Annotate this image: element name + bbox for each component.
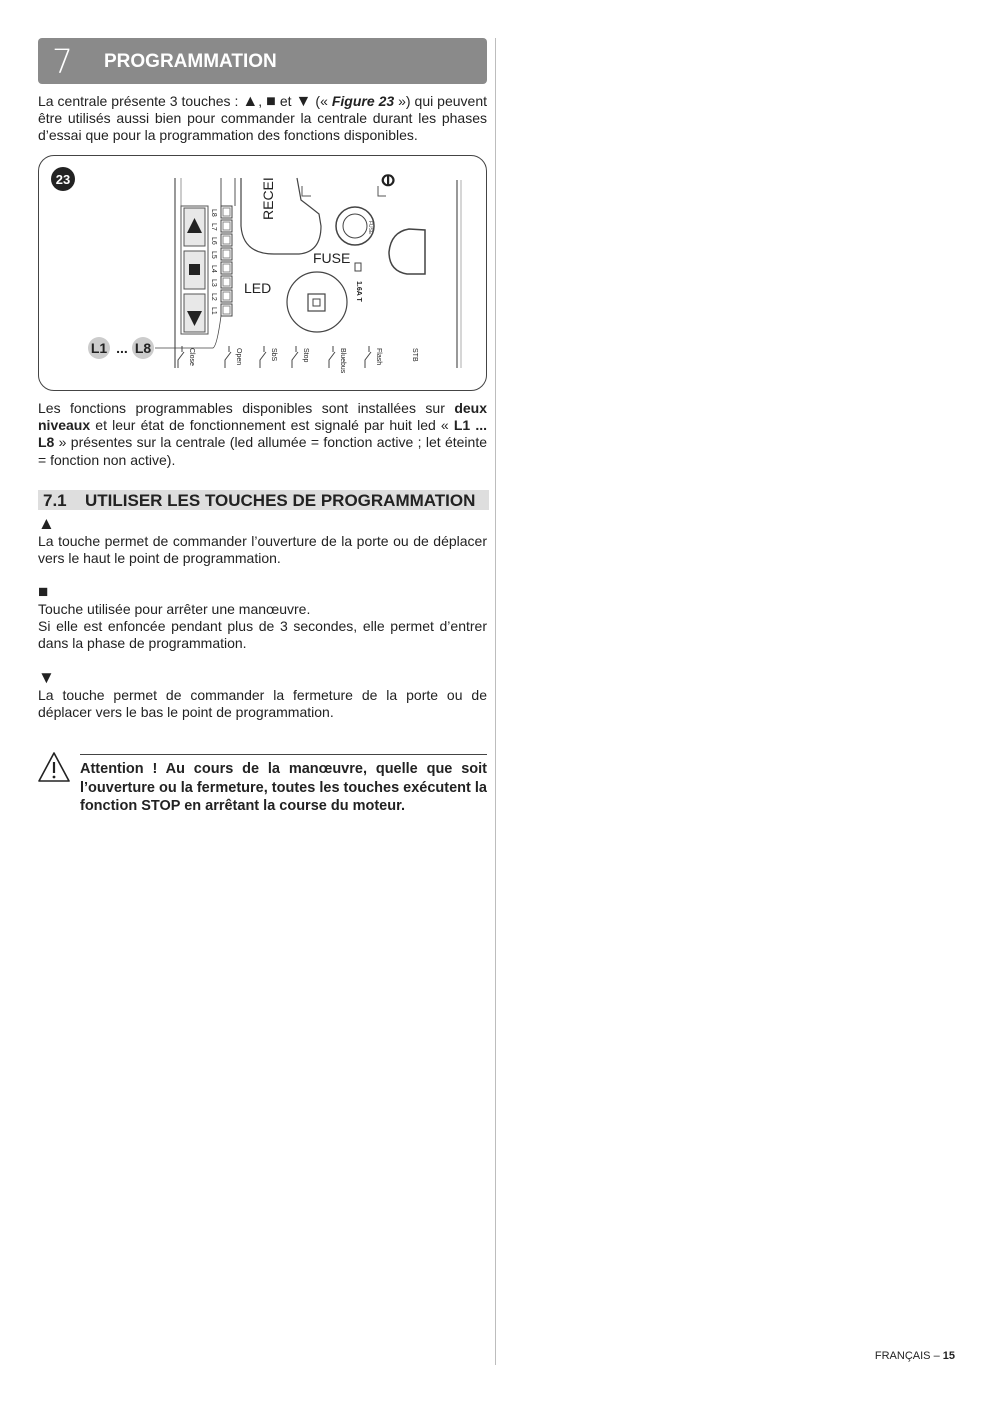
- key-stop-text-1: Touche utilisée pour arrêter une manœuvre.: [38, 601, 311, 617]
- intro-paragraph: [38, 93, 487, 145]
- callout-dots: ...: [116, 340, 128, 356]
- receiver-slot: [241, 178, 321, 254]
- callout-l8: L8: [134, 340, 152, 356]
- levels-text-1: Les fonctions programmables disponibles sont installées sur: [38, 400, 455, 416]
- levels-bold-2: L1 ... L8: [38, 417, 487, 451]
- section-title: PROGRAMMATION: [104, 51, 277, 72]
- terminal-contact-icon: [225, 346, 231, 368]
- terminal-contact-icon: [365, 346, 371, 368]
- led-label-l5: L5: [210, 251, 217, 259]
- subsection-title: UTILISER LES TOUCHES DE PROGRAMMATION: [85, 491, 476, 510]
- up-arrow-icon: ▲: [242, 93, 259, 110]
- led-label-l6: L6: [210, 237, 217, 245]
- led-label-l7: L7: [210, 223, 217, 231]
- key-down-block: [38, 669, 487, 721]
- bluebus-connector: [389, 229, 425, 274]
- led-lens: [223, 306, 230, 314]
- section-number: 7: [52, 42, 73, 81]
- up-arrow-icon: ▲: [38, 514, 55, 533]
- brand-mark-icon: ⵀ: [381, 173, 396, 190]
- subsection-number: 7.1: [43, 491, 67, 510]
- footer-language: FRANÇAIS –: [874, 1350, 943, 1362]
- terminal-label-sbs: SbS: [270, 348, 277, 362]
- control-board-diagram: [39, 156, 486, 390]
- fuse-label: FUSE: [313, 250, 351, 266]
- terminal-contact-icon: [329, 346, 335, 368]
- levels-bold-1: deux niveaux: [38, 400, 487, 434]
- terminal-label-bluebus: Bluebus: [339, 348, 346, 374]
- led-lens: [223, 292, 230, 300]
- led-label: LED: [244, 280, 272, 296]
- led-lens: [223, 236, 230, 244]
- intro-sep-1: ,: [258, 93, 267, 109]
- key-down-text: La touche permet de commander la fermeture de la porte ou de déplacer vers le bas le point de programmation.: [38, 687, 487, 721]
- figure-23: [38, 155, 487, 391]
- terminal-contact-icon: [292, 346, 298, 368]
- subsection-header: [38, 490, 489, 510]
- key-up-block: [38, 515, 487, 567]
- terminal-contact-icon: [178, 346, 184, 368]
- terminal-label-open: Open: [235, 348, 242, 366]
- stop-square-icon: ■: [38, 582, 49, 601]
- receiver-label: RECEI: [260, 177, 276, 220]
- levels-text-3: » présentes sur la centrale (led allumée = fonction active ; let éteinte = fonction non active).: [38, 434, 487, 468]
- levels-paragraph: [38, 400, 487, 469]
- led-label-l1: L1: [210, 307, 217, 315]
- intro-text-3: ») qui peuvent être utilisés aussi bien pour commander la centrale durant les phases d’essai que pour la programmation des fonctions disponibles.: [38, 93, 488, 144]
- key-stop-block: [38, 583, 487, 653]
- terminal-label-flash: Flash: [375, 348, 382, 366]
- warning-block: [80, 760, 487, 816]
- led-label-l2: L2: [210, 293, 217, 301]
- callout-l1: L1: [90, 340, 108, 356]
- down-arrow-icon: ▼: [295, 93, 312, 110]
- terminal-label-stop: Stop: [302, 348, 309, 363]
- led-column: [210, 206, 232, 316]
- led-label-l8: L8: [210, 209, 217, 217]
- led-lens: [223, 208, 230, 216]
- key-up-text: La touche permet de commander l’ouverture de la porte ou de déplacer vers le haut le point de programmation.: [38, 533, 487, 567]
- warning-triangle-icon: [37, 751, 71, 783]
- warning-text: Attention ! Au cours de la manœuvre, quelle que soit l’ouverture ou la fermeture, toutes les touches exécutent la fonction STOP en arrêtant la course du moteur.: [80, 761, 487, 814]
- page-footer: [875, 1350, 955, 1362]
- led-lens: [223, 264, 230, 272]
- fuse-small-label: FUSE: [367, 221, 373, 235]
- led-lens: [223, 278, 230, 286]
- led-label-l3: L3: [210, 279, 217, 287]
- led-lens: [223, 250, 230, 258]
- figure-number: 23: [55, 172, 71, 187]
- terminal-label-stb: STB: [411, 348, 418, 362]
- fuse-rating: 1.6A T: [355, 281, 362, 302]
- intro-text-2: («: [311, 93, 332, 109]
- intro-sep-2: et: [275, 93, 296, 109]
- down-arrow-icon: ▼: [38, 668, 55, 687]
- led-lens: [223, 222, 230, 230]
- column-divider: [495, 38, 496, 1365]
- terminal-label-close: Close: [188, 348, 195, 366]
- terminal-contact-icon: [260, 346, 266, 368]
- key-stop-text-2: Si elle est enfoncée pendant plus de 3 secondes, elle permet d’entrer dans la phase de programmation.: [38, 618, 487, 652]
- terminal-block: [178, 346, 418, 374]
- stop-square-icon: ■: [266, 93, 276, 110]
- page-number: 15: [942, 1350, 955, 1362]
- stop-square-icon: [189, 264, 200, 275]
- warning-rule: [80, 754, 487, 755]
- figure-reference: Figure 23: [331, 93, 395, 109]
- levels-text-2: et leur état de fonctionnement est signalé par huit led «: [90, 417, 454, 434]
- intro-text-1: La centrale présente 3 touches :: [38, 93, 243, 109]
- led-label-l4: L4: [210, 265, 217, 273]
- section-header: [38, 38, 487, 84]
